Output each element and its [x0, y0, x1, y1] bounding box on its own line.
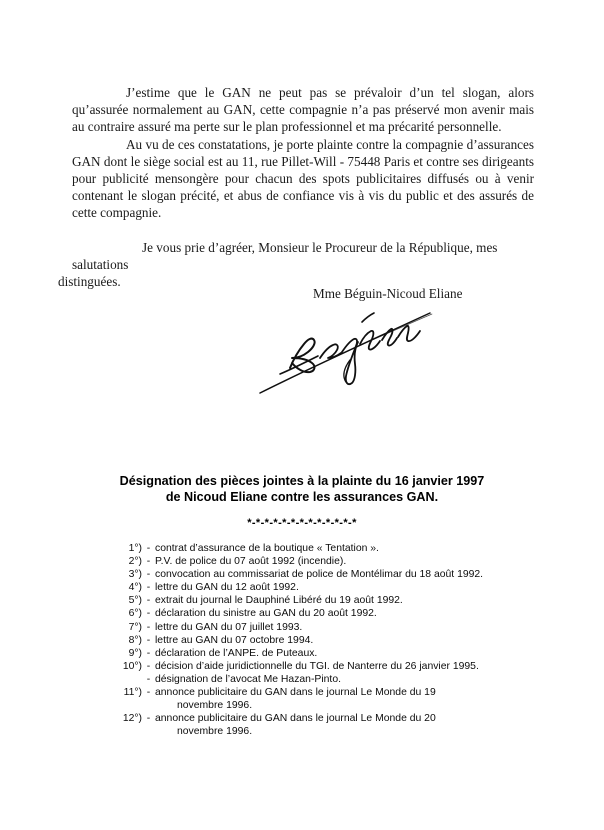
- attachment-item: [0, 581, 604, 594]
- attachments-title-line-2: de Nicoud Eliane contre les assurances GAN.: [165, 489, 439, 504]
- attachment-item-text: lettre au GAN du 07 octobre 1994.: [155, 634, 314, 646]
- attachment-item-text: annonce publicitaire du GAN dans le journal Le Monde du 20 novembre 1996.: [155, 712, 485, 738]
- attachments-title-line-1: Désignation des pièces jointes à la plainte du 16 janvier 1997: [119, 474, 485, 488]
- attachment-item-number: 3°): [128, 569, 142, 581]
- attachment-item-number: 1°): [128, 543, 142, 554]
- attachment-item: [0, 568, 604, 581]
- attachment-item-dash: -: [146, 713, 151, 725]
- handwritten-signature-icon: [258, 300, 458, 395]
- attachment-item-dash: -: [146, 543, 151, 554]
- attachment-item-text: désignation de l’avocat Me Hazan-Pinto.: [155, 673, 341, 685]
- letter-body: [72, 84, 534, 222]
- attachment-subitem: [0, 673, 604, 686]
- attachment-item: [0, 607, 604, 620]
- attachment-item-number: 2°): [128, 556, 142, 568]
- attachment-item-number: 10°): [122, 660, 142, 672]
- attachment-item-text: extrait du journal le Dauphiné Libéré du 19 août 1992.: [155, 595, 403, 607]
- attachment-item: [0, 712, 604, 738]
- body-paragraph-1: J’estime que le GAN ne peut pas se prévaloir d’un tel slogan, alors qu’assurée normalement au GAN, cette compagnie n’a pas préservé mon avenir mais au contraire assuré ma perte sur le plan professionnel et ma précarité personnelle.: [72, 85, 534, 135]
- attachments-list: [0, 542, 604, 738]
- attachment-item-dash: -: [146, 556, 151, 568]
- attachment-item-text: contrat d’assurance de la boutique « Tentation ».: [155, 543, 379, 554]
- attachment-item-text-continued: novembre 1996.: [177, 700, 253, 712]
- signer-name: Mme Béguin-Nicoud Eliane: [313, 286, 463, 301]
- attachment-item: [0, 621, 604, 634]
- attachment-item-number: 9°): [128, 647, 142, 659]
- attachment-item: [0, 555, 604, 568]
- attachment-item-text: lettre du GAN du 07 juillet 1993.: [155, 621, 303, 633]
- attachments-title: [0, 474, 604, 505]
- attachment-item-dash: -: [146, 634, 151, 646]
- decorative-divider: *-*-*-*-*-*-*-*-*-*-*-*-*: [247, 517, 357, 529]
- attachment-item-text: lettre du GAN du 12 août 1992.: [155, 582, 299, 594]
- attachments-section: [0, 474, 604, 738]
- attachment-item-number: 11°): [123, 687, 142, 699]
- attachment-item-text: P.V. de police du 07 août 1992 (incendie).: [155, 556, 347, 568]
- attachment-item-dash: -: [146, 660, 151, 672]
- attachment-item-dash: -: [146, 647, 151, 659]
- closing-block: [58, 239, 534, 291]
- attachment-item-number: 6°): [128, 608, 142, 620]
- closing-line-2: distinguées.: [58, 274, 121, 290]
- attachment-item-text-continued: novembre 1996.: [177, 726, 253, 738]
- closing-line-1: Je vous prie d’agréer, Monsieur le Procureur de la République, mes salutations: [72, 240, 498, 273]
- attachment-item: [0, 634, 604, 647]
- attachment-item-dash: -: [146, 569, 151, 581]
- attachment-item: [0, 686, 604, 712]
- body-paragraph-2: Au vu de ces constatations, je porte plainte contre la compagnie d’assurances GAN dont le siège social est au 11, rue Pillet-Will - 75448 Paris et contre ses dirigeants pour publicité mensongère pour chacun des spots publicitaires diffusés ou à venir contenant le slogan précité, et abus de confiance vis à vis du public et des assurés de cette compagnie.: [72, 136, 534, 221]
- attachment-item-dash: -: [146, 608, 151, 620]
- attachment-item-text: décision d’aide juridictionnelle du TGI. de Nanterre du 26 janvier 1995.: [155, 660, 479, 672]
- attachment-item-text: déclaration de l’ANPE. de Puteaux.: [155, 647, 318, 659]
- attachment-item: [0, 542, 604, 555]
- attachment-item-dash: -: [146, 595, 151, 607]
- attachment-item: [0, 647, 604, 660]
- attachment-item-text: déclaration du sinistre au GAN du 20 août 1992.: [155, 608, 377, 620]
- attachment-item-number: 12°): [122, 713, 142, 725]
- attachment-item: [0, 660, 604, 673]
- attachment-item-number: 4°): [128, 582, 142, 594]
- attachment-item-dash: -: [146, 582, 151, 594]
- attachment-item-dash: -: [146, 673, 151, 685]
- attachment-item-number: 7°): [128, 621, 142, 633]
- attachment-item: [0, 594, 604, 607]
- attachment-item-number: 5°): [128, 595, 142, 607]
- attachment-item-number: 8°): [128, 634, 142, 646]
- attachment-item-dash: -: [146, 687, 151, 699]
- attachment-item-dash: -: [146, 621, 151, 633]
- attachment-item-text: convocation au commissariat de police de Montélimar du 18 août 1992.: [155, 569, 484, 581]
- attachment-item-text: annonce publicitaire du GAN dans le journal Le Monde du 19 novembre 1996.: [155, 686, 485, 712]
